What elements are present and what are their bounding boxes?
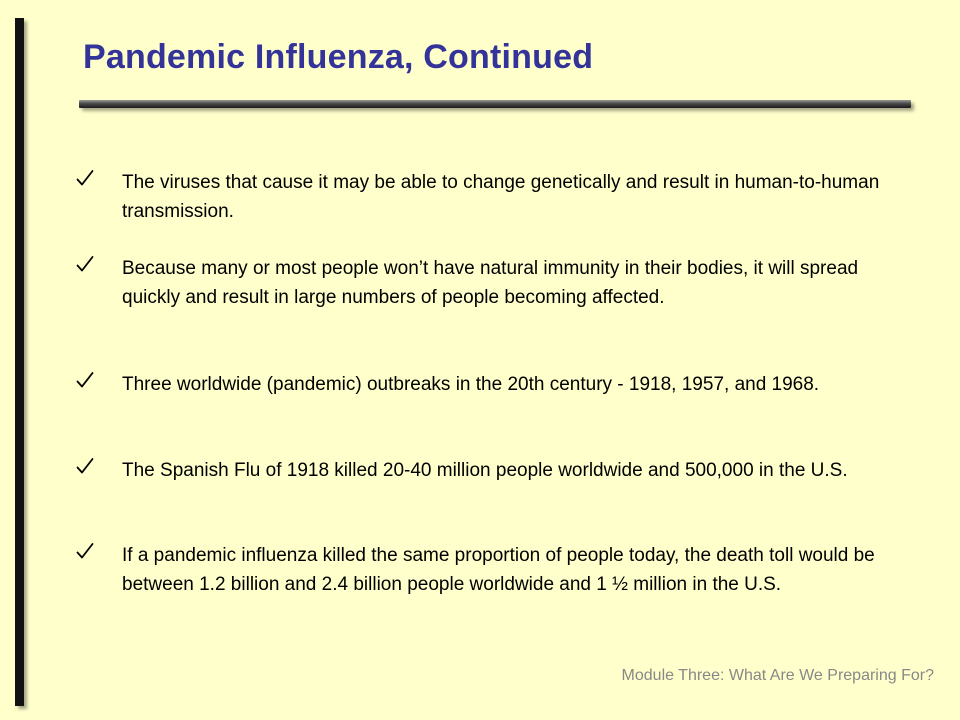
slide-title: Pandemic Influenza, Continued [83,38,594,76]
left-accent-bar [15,18,24,706]
checkmark-icon [76,254,94,276]
bullet-text: Because many or most people won’t have natural immunity in their bodies, it will spread quickly and result in large numbers of people becoming affected. [122,258,859,308]
bullet-text: Three worldwide (pandemic) outbreaks in the 20th century - 1918, 1957, and 1968. [122,374,820,395]
checkmark-icon [76,168,94,190]
bullet-text: The viruses that cause it may be able to change genetically and result in human-to-human transmission. [122,172,880,222]
title-divider [79,100,911,108]
checkmark-icon [76,541,94,563]
bullet-text: The Spanish Flu of 1918 killed 20-40 million people worldwide and 500,000 in the U.S. [122,460,848,481]
bullet-text: If a pandemic influenza killed the same proportion of people today, the death toll would be between 1.2 billion and 2.4 billion people worldwide and 1 ½ million in the U.S. [122,545,875,595]
slide-footer: Module Three: What Are We Preparing For? [621,667,934,684]
checkmark-icon [76,370,94,392]
checkmark-icon [76,456,94,478]
